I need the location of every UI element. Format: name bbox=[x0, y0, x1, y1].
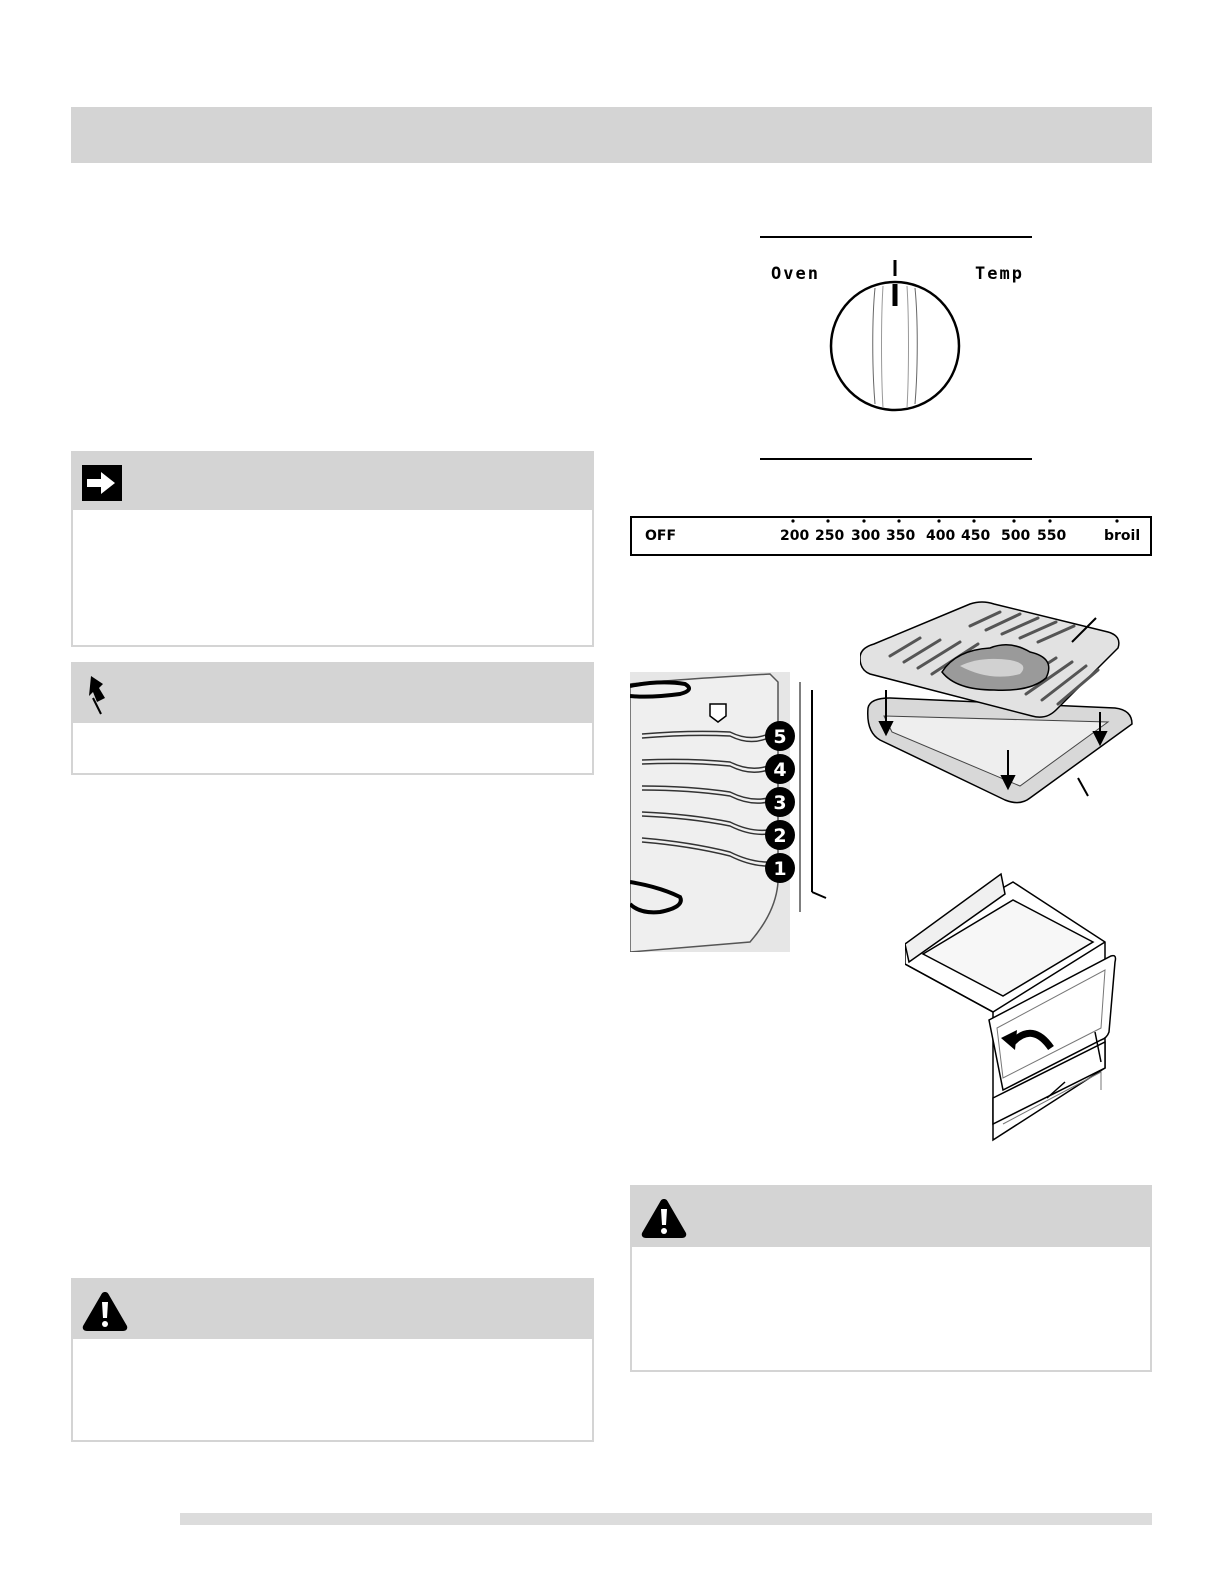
temp-off-label: OFF bbox=[645, 528, 677, 544]
caution-callout-right bbox=[630, 1185, 1152, 1372]
temp-scale-dots bbox=[630, 516, 1152, 526]
dial-bottom-rule bbox=[760, 458, 1032, 460]
temp-setting: 550 bbox=[1037, 528, 1067, 544]
tip-callout bbox=[71, 662, 594, 775]
dial-left-label: Oven bbox=[771, 264, 820, 284]
broiler-pan-illustration bbox=[860, 600, 1140, 810]
arrow-right-icon bbox=[82, 465, 122, 501]
temp-setting: 300 bbox=[851, 528, 881, 544]
warning-icon bbox=[81, 1290, 129, 1332]
caution-callout-left-header bbox=[73, 1280, 592, 1339]
pushpin-icon bbox=[81, 674, 113, 716]
temp-setting: 450 bbox=[961, 528, 991, 544]
temp-setting: 350 bbox=[886, 528, 916, 544]
rack-position-label: 1 bbox=[773, 858, 787, 880]
range-broiler-drawer-illustration bbox=[905, 872, 1120, 1142]
temp-setting: 500 bbox=[1001, 528, 1031, 544]
page-header-bar bbox=[71, 107, 1152, 163]
rack-position-label: 2 bbox=[773, 825, 787, 847]
temp-setting: 200 bbox=[780, 528, 810, 544]
temp-setting: 250 bbox=[815, 528, 845, 544]
dial-right-label: Temp bbox=[975, 264, 1024, 284]
note-callout bbox=[71, 451, 594, 647]
caution-callout-left bbox=[71, 1278, 594, 1442]
rack-position-label: 5 bbox=[773, 726, 787, 748]
rack-position-label: 4 bbox=[773, 759, 787, 781]
temp-broil-label: broil bbox=[1104, 528, 1141, 544]
caution-callout-right-header bbox=[632, 1187, 1150, 1247]
oven-temp-knob bbox=[820, 258, 970, 418]
tip-callout-header bbox=[73, 664, 592, 723]
rack-position-label: 3 bbox=[773, 792, 787, 814]
dial-top-rule bbox=[760, 236, 1032, 238]
warning-icon bbox=[640, 1197, 688, 1239]
page-footer-bar bbox=[180, 1513, 1152, 1525]
note-callout-header bbox=[73, 453, 592, 510]
temp-setting: 400 bbox=[926, 528, 956, 544]
oven-rack-positions-illustration bbox=[630, 672, 830, 952]
